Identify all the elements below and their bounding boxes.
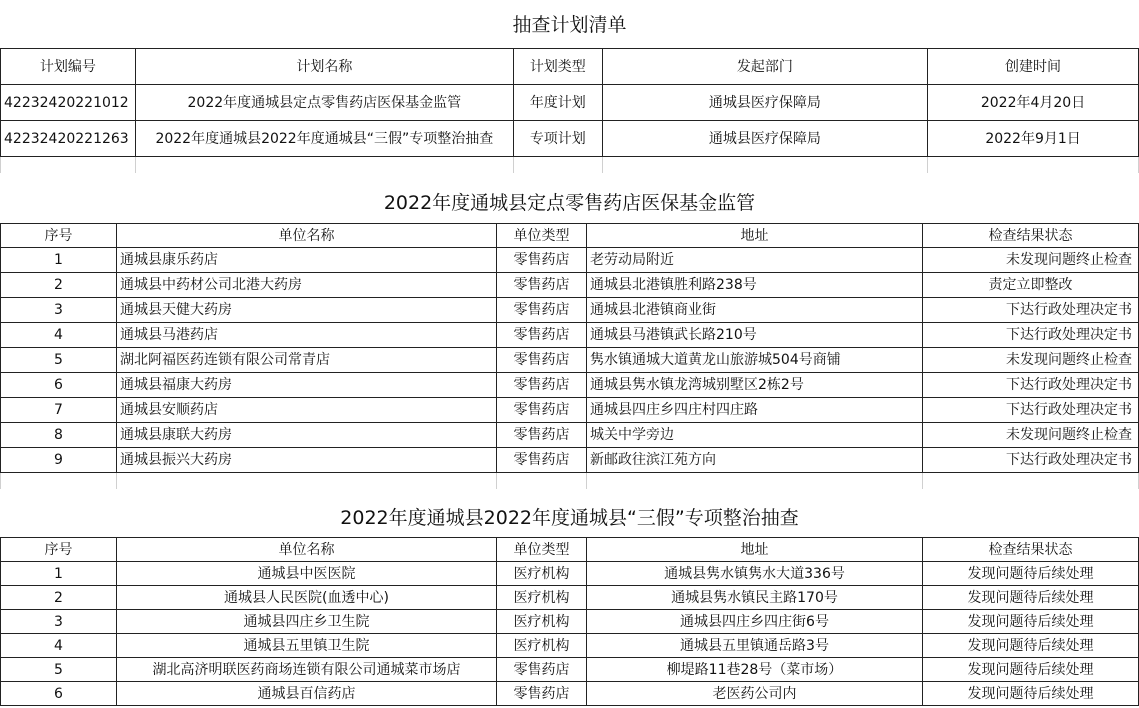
index-cell[interactable]: 7 — [1, 398, 117, 423]
unit-name-cell[interactable]: 通城县四庄乡卫生院 — [117, 610, 497, 634]
table-row[interactable] — [1, 121, 1139, 157]
index-cell[interactable]: 1 — [1, 248, 117, 273]
table-row[interactable] — [1, 658, 1139, 682]
table-row[interactable] — [1, 562, 1139, 586]
table-row[interactable] — [1, 610, 1139, 634]
table-row[interactable] — [1, 248, 1139, 273]
header-cell: 单位类型 — [497, 224, 587, 248]
unit-name-cell[interactable]: 通城县安顺药店 — [117, 398, 497, 423]
header-cell: 单位类型 — [497, 538, 587, 562]
index-cell[interactable]: 2 — [1, 273, 117, 298]
unit-name-cell[interactable]: 通城县中医医院 — [117, 562, 497, 586]
table-row[interactable] — [1, 348, 1139, 373]
header-cell: 计划编号 — [1, 49, 136, 85]
created-date-cell[interactable]: 2022年4月20日 — [928, 85, 1139, 121]
unit-type-cell[interactable]: 零售药店 — [497, 323, 587, 348]
result-status-cell[interactable]: 未发现问题终止检查 — [923, 248, 1139, 273]
unit-name-cell[interactable]: 通城县天健大药房 — [117, 298, 497, 323]
unit-name-cell[interactable]: 通城县百信药店 — [117, 682, 497, 706]
unit-type-cell[interactable]: 零售药店 — [497, 298, 587, 323]
address-cell[interactable]: 通城县隽水镇龙湾城别墅区2栋2号 — [587, 373, 923, 398]
address-cell[interactable]: 柳堤路11巷28号（菜市场） — [587, 658, 923, 682]
header-cell: 序号 — [1, 224, 117, 248]
header-cell: 单位名称 — [117, 224, 497, 248]
unit-type-cell[interactable]: 零售药店 — [497, 248, 587, 273]
address-cell[interactable]: 通城县隽水镇隽水大道336号 — [587, 562, 923, 586]
table-row[interactable] — [1, 682, 1139, 706]
address-cell[interactable]: 通城县马港镇武长路210号 — [587, 323, 923, 348]
table-row[interactable] — [1, 398, 1139, 423]
unit-name-cell[interactable]: 通城县振兴大药房 — [117, 448, 497, 473]
spacer-row — [1, 157, 1139, 173]
unit-type-cell[interactable]: 零售药店 — [497, 423, 587, 448]
result-status-cell[interactable]: 下达行政处理决定书 — [923, 398, 1139, 423]
unit-name-cell[interactable]: 通城县人民医院(血透中心) — [117, 586, 497, 610]
unit-type-cell[interactable]: 零售药店 — [497, 273, 587, 298]
table-row[interactable] — [1, 423, 1139, 448]
index-cell[interactable]: 4 — [1, 634, 117, 658]
result-status-cell[interactable]: 下达行政处理决定书 — [923, 298, 1139, 323]
address-cell[interactable]: 通城县北港镇商业街 — [587, 298, 923, 323]
address-cell[interactable]: 隽水镇通城大道黄龙山旅游城504号商铺 — [587, 348, 923, 373]
unit-name-cell[interactable]: 通城县中药材公司北港大药房 — [117, 273, 497, 298]
unit-name-cell[interactable]: 湖北阿福医药连锁有限公司常青店 — [117, 348, 497, 373]
address-cell[interactable]: 新邮政往滨江苑方向 — [587, 448, 923, 473]
unit-type-cell[interactable]: 零售药店 — [497, 398, 587, 423]
index-cell[interactable]: 4 — [1, 323, 117, 348]
result-status-cell[interactable]: 未发现问题终止检查 — [923, 348, 1139, 373]
address-cell[interactable]: 通城县隽水镇民主路170号 — [587, 586, 923, 610]
address-cell[interactable]: 老劳动局附近 — [587, 248, 923, 273]
result-status-cell[interactable]: 发现问题待后续处理 — [923, 562, 1139, 586]
section1-title: 2022年度通城县定点零售药店医保基金监管 — [383, 192, 756, 214]
table-header-row — [1, 538, 1139, 562]
plan-name-cell[interactable]: 2022年度通城县定点零售药店医保基金监管 — [135, 85, 513, 121]
plan-type-cell[interactable]: 专项计划 — [513, 121, 602, 157]
table-row[interactable] — [1, 448, 1139, 473]
unit-type-cell[interactable]: 零售药店 — [497, 348, 587, 373]
index-cell[interactable]: 9 — [1, 448, 117, 473]
plan-type-cell[interactable]: 年度计划 — [513, 85, 602, 121]
table-row[interactable] — [1, 273, 1139, 298]
plan-list-title: 抽查计划清单 — [512, 14, 627, 36]
table-row[interactable] — [1, 634, 1139, 658]
table-row[interactable] — [1, 323, 1139, 348]
table-header-row — [1, 224, 1139, 248]
index-cell[interactable]: 3 — [1, 298, 117, 323]
address-cell[interactable]: 通城县四庄乡四庄村四庄路 — [587, 398, 923, 423]
spacer-row — [1, 473, 1139, 489]
plan-id-cell[interactable]: 42232420221263 — [1, 121, 136, 157]
header-cell: 创建时间 — [928, 49, 1139, 85]
result-status-cell[interactable]: 发现问题待后续处理 — [923, 682, 1139, 706]
index-cell[interactable]: 3 — [1, 610, 117, 634]
table-row[interactable] — [1, 373, 1139, 398]
result-status-cell[interactable]: 未发现问题终止检查 — [923, 423, 1139, 448]
unit-type-cell[interactable]: 医疗机构 — [497, 562, 587, 586]
unit-type-cell[interactable]: 医疗机构 — [497, 610, 587, 634]
header-cell: 检查结果状态 — [923, 224, 1139, 248]
result-status-cell[interactable]: 下达行政处理决定书 — [923, 323, 1139, 348]
plan-list-table — [0, 48, 1139, 173]
unit-type-cell[interactable]: 零售药店 — [497, 658, 587, 682]
unit-name-cell[interactable]: 通城县马港药店 — [117, 323, 497, 348]
address-cell[interactable]: 城关中学旁边 — [587, 423, 923, 448]
table-row[interactable] — [1, 298, 1139, 323]
index-cell[interactable]: 5 — [1, 658, 117, 682]
header-cell: 计划类型 — [513, 49, 602, 85]
unit-type-cell[interactable]: 零售药店 — [497, 373, 587, 398]
address-cell[interactable]: 通城县四庄乡四庄街6号 — [587, 610, 923, 634]
unit-name-cell[interactable]: 通城县康联大药房 — [117, 423, 497, 448]
table-header-row — [1, 49, 1139, 85]
plan-id-cell[interactable]: 42232420221012 — [1, 85, 136, 121]
section2-table — [0, 537, 1139, 706]
index-cell[interactable]: 6 — [1, 373, 117, 398]
address-cell[interactable]: 通城县五里镇通岳路3号 — [587, 634, 923, 658]
unit-type-cell[interactable]: 医疗机构 — [497, 634, 587, 658]
index-cell[interactable]: 6 — [1, 682, 117, 706]
table-row[interactable] — [1, 85, 1139, 121]
created-date-cell[interactable]: 2022年9月1日 — [928, 121, 1139, 157]
header-cell: 地址 — [587, 538, 923, 562]
plan-name-cell[interactable]: 2022年度通城县2022年度通城县“三假”专项整治抽查 — [135, 121, 513, 157]
index-cell[interactable]: 8 — [1, 423, 117, 448]
unit-name-cell[interactable]: 通城县五里镇卫生院 — [117, 634, 497, 658]
index-cell[interactable]: 1 — [1, 562, 117, 586]
header-cell: 地址 — [587, 224, 923, 248]
header-cell: 发起部门 — [602, 49, 927, 85]
department-cell[interactable]: 通城县医疗保障局 — [602, 85, 927, 121]
department-cell[interactable]: 通城县医疗保障局 — [602, 121, 927, 157]
index-cell[interactable]: 2 — [1, 586, 117, 610]
address-cell[interactable]: 老医药公司内 — [587, 682, 923, 706]
header-cell: 计划名称 — [135, 49, 513, 85]
unit-name-cell[interactable]: 通城县康乐药店 — [117, 248, 497, 273]
unit-name-cell[interactable]: 湖北高济明联医药商场连锁有限公司通城菜市场店 — [117, 658, 497, 682]
result-status-cell[interactable]: 发现问题待后续处理 — [923, 658, 1139, 682]
unit-type-cell[interactable]: 零售药店 — [497, 682, 587, 706]
result-status-cell[interactable]: 发现问题待后续处理 — [923, 634, 1139, 658]
section2-title: 2022年度通城县2022年度通城县“三假”专项整治抽查 — [340, 507, 799, 529]
index-cell[interactable]: 5 — [1, 348, 117, 373]
header-cell: 序号 — [1, 538, 117, 562]
unit-name-cell[interactable]: 通城县福康大药房 — [117, 373, 497, 398]
result-status-cell[interactable]: 发现问题待后续处理 — [923, 586, 1139, 610]
header-cell: 检查结果状态 — [923, 538, 1139, 562]
result-status-cell[interactable]: 下达行政处理决定书 — [923, 373, 1139, 398]
address-cell[interactable]: 通城县北港镇胜利路238号 — [587, 273, 923, 298]
table-row[interactable] — [1, 586, 1139, 610]
result-status-cell[interactable]: 下达行政处理决定书 — [923, 448, 1139, 473]
result-status-cell[interactable]: 责定立即整改 — [923, 273, 1139, 298]
unit-type-cell[interactable]: 零售药店 — [497, 448, 587, 473]
section1-table — [0, 223, 1139, 489]
unit-type-cell[interactable]: 医疗机构 — [497, 586, 587, 610]
result-status-cell[interactable]: 发现问题待后续处理 — [923, 610, 1139, 634]
header-cell: 单位名称 — [117, 538, 497, 562]
